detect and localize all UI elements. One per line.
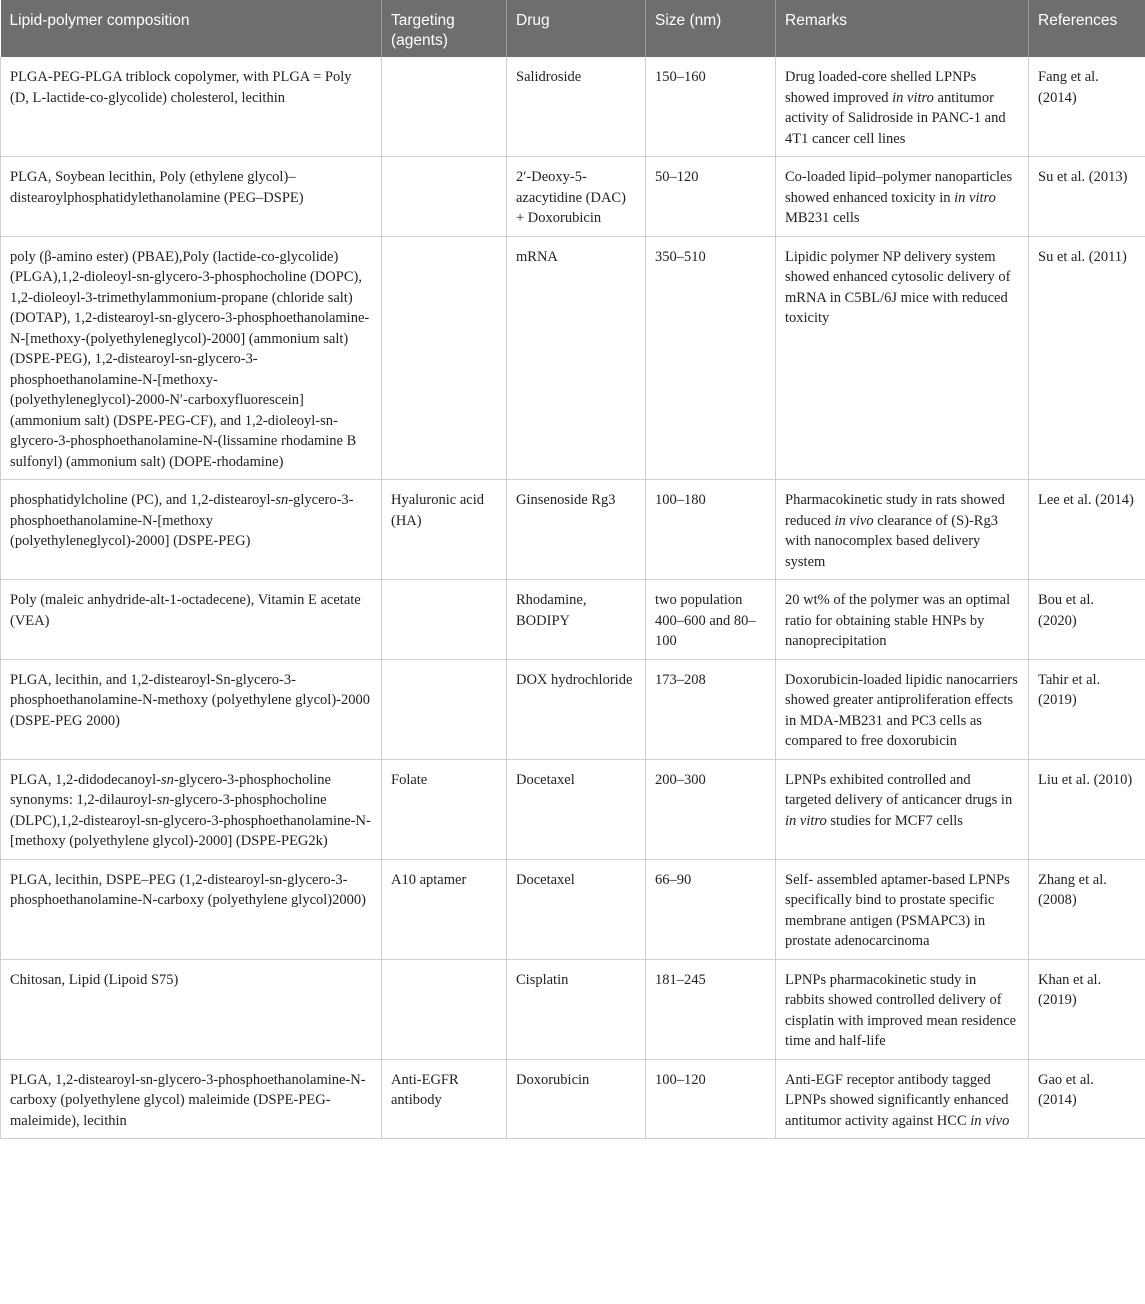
table-row [1,480,1145,580]
cell-composition: PLGA, lecithin, DSPE–PEG (1,2-distearoyl-sn-glycero-3-phosphoethanolamine-N-carboxy (polyethylene glycol)2000) [1,859,382,959]
cell-drug: Ginsenoside Rg3 [507,480,646,580]
table-row [1,236,1145,480]
cell-reference: Lee et al. (2014) [1029,480,1145,580]
header-row [1,0,1145,57]
table-header [1,0,1145,57]
cell-composition: Chitosan, Lipid (Lipoid S75) [1,959,382,1059]
cell-composition: PLGA, 1,2-distearoyl-sn-glycero-3-phosphoethanolamine-N-carboxy (polyethylene glycol) maleimide (DSPE-PEG-maleimide), lecithin [1,1059,382,1139]
cell-targeting: A10 aptamer [382,859,507,959]
cell-reference: Gao et al. (2014) [1029,1059,1145,1139]
cell-size: 173–208 [646,659,776,759]
cell-targeting: Anti-EGFR antibody [382,1059,507,1139]
cell-drug: Salidroside [507,57,646,157]
cell-composition: phosphatidylcholine (PC), and 1,2-distearoyl-sn-glycero-3-phosphoethanolamine-N-[methoxy (polyethyleneglycol)-2000] (DSPE-PEG) [1,480,382,580]
table-row [1,759,1145,859]
cell-size: 66–90 [646,859,776,959]
cell-reference: Zhang et al. (2008) [1029,859,1145,959]
cell-reference: Su et al. (2013) [1029,157,1145,237]
cell-drug: DOX hydrochloride [507,659,646,759]
table-row [1,1059,1145,1139]
table-row [1,659,1145,759]
header-references: References [1029,0,1145,57]
cell-remarks: LPNPs exhibited controlled and targeted delivery of anticancer drugs in in vitro studies for MCF7 cells [776,759,1029,859]
header-remarks: Remarks [776,0,1029,57]
cell-reference: Su et al. (2011) [1029,236,1145,480]
cell-reference: Fang et al. (2014) [1029,57,1145,157]
cell-size: 150–160 [646,57,776,157]
header-drug: Drug [507,0,646,57]
table-row [1,959,1145,1059]
cell-composition: Poly (maleic anhydride-alt-1-octadecene), Vitamin E acetate (VEA) [1,580,382,660]
cell-reference: Khan et al. (2019) [1029,959,1145,1059]
cell-reference: Liu et al. (2010) [1029,759,1145,859]
cell-drug: Docetaxel [507,859,646,959]
header-targeting: Targeting (agents) [382,0,507,57]
cell-size: 100–180 [646,480,776,580]
header-composition: Lipid-polymer composition [1,0,382,57]
cell-drug: Rhodamine, BODIPY [507,580,646,660]
cell-composition: poly (β-amino ester) (PBAE),Poly (lactide-co-glycolide) (PLGA),1,2-dioleoyl-sn-glycero-3-phosphocholine (DOPC), 1,2-dioleoyl-3-trimethylammonium-propane (chloride salt) (DOTAP), 1,2-distearoyl-sn-glycero-3-phosphoethanolamine-N-[methoxy-(polyethyleneglycol)-2000] (ammonium salt) (DSPE-PEG), 1,2-distearoyl-sn-glycero-3-phosphoethanolamine-N-[methoxy-(polyethyleneglycol)-2000-N′-carboxyfluorescein] (ammonium salt) (DSPE-PEG-CF), and 1,2-dioleoyl-sn-glycero-3-phosphoethanolamine-N-(lissamine rhodamine B sulfonyl) (ammonium salt) (DOPE-rhodamine) [1,236,382,480]
table-body [1,57,1145,1139]
cell-drug: Cisplatin [507,959,646,1059]
cell-remarks: Anti-EGF receptor antibody tagged LPNPs showed significantly enhanced antitumor activity against HCC in vivo [776,1059,1029,1139]
cell-reference: Bou et al. (2020) [1029,580,1145,660]
table-row [1,580,1145,660]
cell-targeting [382,959,507,1059]
cell-targeting [382,157,507,237]
table-row [1,157,1145,237]
cell-targeting [382,580,507,660]
cell-size: 181–245 [646,959,776,1059]
cell-remarks: LPNPs pharmacokinetic study in rabbits showed controlled delivery of cisplatin with improved mean residence time and half-life [776,959,1029,1059]
cell-targeting [382,57,507,157]
cell-remarks: Drug loaded-core shelled LPNPs showed improved in vitro antitumor activity of Salidroside in PANC-1 and 4T1 cancer cell lines [776,57,1029,157]
cell-remarks: Co-loaded lipid–polymer nanoparticles showed enhanced toxicity in in vitro MB231 cells [776,157,1029,237]
cell-composition: PLGA, Soybean lecithin, Poly (ethylene glycol)–distearoylphosphatidylethanolamine (PEG–DSPE) [1,157,382,237]
table-row [1,57,1145,157]
cell-size: 350–510 [646,236,776,480]
cell-composition: PLGA-PEG-PLGA triblock copolymer, with PLGA = Poly (D, L-lactide-co-glycolide) cholesterol, lecithin [1,57,382,157]
cell-drug: Doxorubicin [507,1059,646,1139]
cell-reference: Tahir et al. (2019) [1029,659,1145,759]
cell-drug: 2′-Deoxy-5-azacytidine (DAC) + Doxorubicin [507,157,646,237]
cell-composition: PLGA, lecithin, and 1,2-distearoyl-Sn-glycero-3-phosphoethanolamine-N-methoxy (polyethylene glycol)-2000 (DSPE-PEG 2000) [1,659,382,759]
cell-remarks: Doxorubicin-loaded lipidic nanocarriers showed greater antiproliferation effects in MDA-MB231 and PC3 cells as compared to free doxorubicin [776,659,1029,759]
cell-remarks: Lipidic polymer NP delivery system showed enhanced cytosolic delivery of mRNA in C5BL/6J mice with reduced toxicity [776,236,1029,480]
cell-remarks: Self- assembled aptamer-based LPNPs specifically bind to prostate specific membrane antigen (PSMAPC3) in prostate adenocarcinoma [776,859,1029,959]
cell-size: 50–120 [646,157,776,237]
cell-size: two population 400–600 and 80–100 [646,580,776,660]
cell-size: 100–120 [646,1059,776,1139]
cell-targeting [382,659,507,759]
cell-drug: Docetaxel [507,759,646,859]
table-row [1,859,1145,959]
cell-remarks: 20 wt% of the polymer was an optimal ratio for obtaining stable HNPs by nanoprecipitation [776,580,1029,660]
cell-size: 200–300 [646,759,776,859]
cell-targeting [382,236,507,480]
cell-targeting: Hyaluronic acid (HA) [382,480,507,580]
header-size: Size (nm) [646,0,776,57]
cell-targeting: Folate [382,759,507,859]
cell-composition: PLGA, 1,2-didodecanoyl-sn-glycero-3-phosphocholine synonyms: 1,2-dilauroyl-sn-glycero-3-phosphocholine (DLPC),1,2-distearoyl-sn-glycero-3-phosphoethanolamine-N-[methoxy (polyethylene glycol)-2000] (DSPE-PEG2k) [1,759,382,859]
cell-drug: mRNA [507,236,646,480]
cell-remarks: Pharmacokinetic study in rats showed reduced in vivo clearance of (S)-Rg3 with nanocomplex based delivery system [776,480,1029,580]
